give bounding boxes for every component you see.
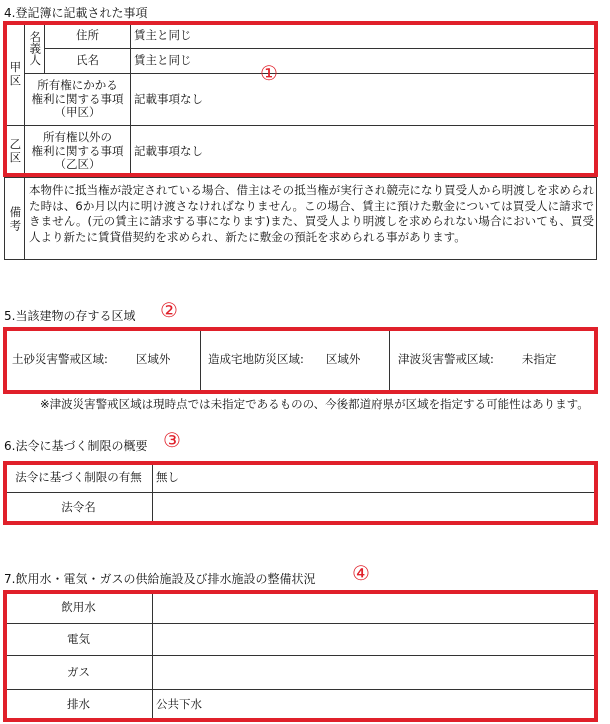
shoyuken-value: 記載事項なし bbox=[134, 91, 203, 106]
law-name-label: 法令名 bbox=[61, 500, 96, 515]
marker-4: ④ bbox=[352, 561, 370, 585]
otsuku-label: 乙区 bbox=[8, 138, 23, 165]
row-divider-4 bbox=[4, 177, 597, 178]
jusho-label: 住所 bbox=[76, 27, 99, 42]
highlight-box-2 bbox=[3, 327, 598, 394]
shoyuken-label: 所有権にかかる 権利に関する事項 （甲区） bbox=[31, 77, 124, 120]
marker-1: ① bbox=[260, 61, 278, 85]
highlight-box-3 bbox=[3, 461, 598, 525]
tsunami-note: ※津波災害警戒区域は現時点では未指定であるものの、今後都道府県が区域を指定する可能性はあります。 bbox=[40, 397, 589, 411]
section5-title: 5.当該建物の存する区域 bbox=[4, 309, 136, 323]
tsunami-zone: 津波災害警戒区域: 未指定 bbox=[398, 352, 557, 367]
koku-label: 甲区 bbox=[8, 60, 23, 88]
haisui-label: 排水 bbox=[67, 697, 90, 712]
dosha-zone: 土砂災害警戒区域: 区域外 bbox=[12, 352, 171, 367]
highlight-box-4 bbox=[3, 590, 598, 722]
igai-label: 所有権以外の 権利に関する事項 （乙区） bbox=[31, 129, 124, 172]
haisui-value: 公共下水 bbox=[156, 697, 202, 712]
meigi-label: 名義人 bbox=[28, 30, 43, 66]
marker-2: ② bbox=[160, 298, 178, 322]
zosei-zone: 造成宅地防災区域: 区域外 bbox=[208, 352, 361, 367]
jusho-value: 賃主と同じ bbox=[134, 27, 192, 42]
inyosui-label: 飲用水 bbox=[61, 599, 96, 614]
law-umu-label: 法令に基づく制限の有無 bbox=[15, 469, 142, 484]
section7-title: 7.飲用水・電気・ガスの供給施設及び排水施設の整備状況 bbox=[4, 572, 316, 586]
igai-value: 記載事項なし bbox=[134, 143, 203, 158]
shimei-label: 氏名 bbox=[76, 53, 99, 68]
highlight-box-1 bbox=[3, 21, 598, 177]
section4-title: 4.登記簿に記載された事項 bbox=[4, 6, 148, 20]
gas-label: ガス bbox=[67, 664, 90, 679]
biko-label: 備考 bbox=[8, 205, 23, 233]
marker-3: ③ bbox=[163, 428, 181, 452]
section6-title: 6.法令に基づく制限の概要 bbox=[4, 439, 148, 453]
law-umu-value: 無し bbox=[156, 469, 179, 484]
denki-label: 電気 bbox=[67, 631, 90, 646]
biko-text: 本物件に抵当権が設定されている場合、借主はその抵当権が実行され競売になり買受人から明渡しを求められた時は、6か月以内に明け渡さなければなりません。この場合、賃主に預けた敷金については買受人に請求できません。(元の賃主に請求する事になります)また、買受人より明渡しを求められない場合においても、買受人より新たに賃貸借契約を求められ、新たに敷金の預託を求められる事があります。 bbox=[29, 183, 594, 244]
shimei-value: 賃主と同じ bbox=[134, 53, 192, 68]
